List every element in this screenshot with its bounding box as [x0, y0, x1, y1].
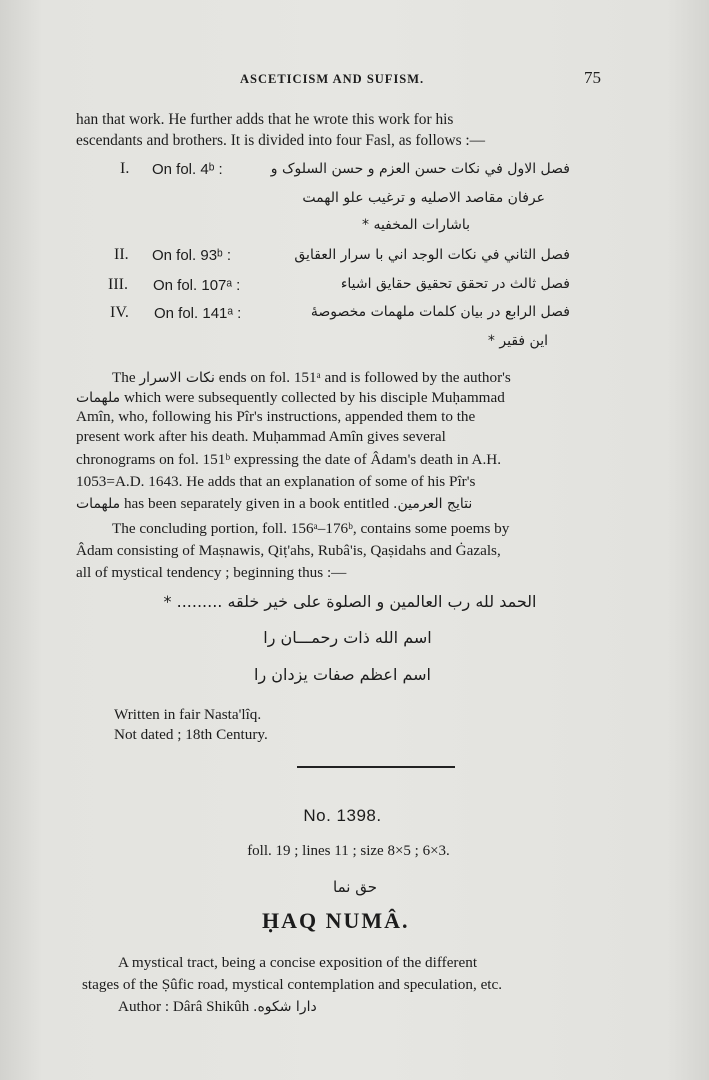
- author-arabic: دارا شکوه.: [253, 999, 317, 1015]
- verse-3: اسم اعظم صفات یزدان را: [254, 665, 431, 684]
- section-3-num: III.: [108, 276, 128, 293]
- verse-2: اسم الله ذات رحمـــان را: [263, 628, 432, 647]
- para1-line-6: 1053=A.D. 1643. He adds that an explanation of some of his Pîr's: [76, 473, 476, 490]
- para2-line-1: The concluding portion, foll. 156ᵃ–176ᵇ, contains some poems by: [112, 520, 510, 537]
- author-label: Author :: [118, 998, 170, 1015]
- intro-line-1: han that work. He further adds that he wrote this work for his: [76, 111, 454, 128]
- entry-number: No. 1398.: [303, 806, 382, 825]
- entry-title: ḤAQ NUMÂ.: [262, 908, 410, 933]
- intro-line-2: escendants and brothers. It is divided into four Fasl, as follows :—: [76, 132, 486, 149]
- entry-desc-line-2: stages of the Ṣûfic road, mystical contemplation and speculation, etc.: [82, 976, 503, 993]
- para1-line-5: chronograms on fol. 151ᵇ expressing the date of Âdam's death in A.H.: [76, 451, 502, 468]
- section-4-folio: On fol. 141ᵃ :: [154, 305, 242, 322]
- section-1-arabic-cont-1: عرفان مقاصد الاصلیه و ترغیب علو الهمت: [302, 190, 545, 206]
- section-2-folio: On fol. 93ᵇ :: [152, 247, 232, 264]
- para2-line-2: Âdam consisting of Maṣnawis, Qiṭ'ahs, Rubâ'is, Qaṣidahs and Ġazals,: [76, 542, 501, 559]
- section-2-num: II.: [114, 246, 129, 263]
- section-3-arabic: فصل ثالث در تحقق تحقیق حقایق اشیاء: [340, 276, 570, 292]
- para1-line-1: The نکات الاسرار ends on fol. 151ᵃ and is followed by the author's: [112, 369, 511, 386]
- section-4-arabic: فصل الرابع در بیان کلمات ملهمات مخصوصهٔ: [310, 304, 570, 320]
- section-1-folio: On fol. 4ᵇ :: [152, 161, 223, 178]
- section-divider: [297, 766, 455, 768]
- colophon-script: Written in fair Nasta'lîq.: [114, 706, 262, 723]
- entry-author-line: [118, 997, 317, 1017]
- para1-line-3: Amîn, who, following his Pîr's instructions, appended them to the: [76, 408, 476, 425]
- running-title: ASCETICISM AND SUFISM.: [240, 72, 425, 86]
- verse-1: الحمد لله رب العالمین و الصلوة علی خیر خلقه ......... *: [163, 592, 537, 611]
- section-2-arabic: فصل الثاني في نکات الوجد اني با سرار العقایق: [294, 247, 570, 263]
- para1-line-4: present work after his death. Muḥammad Amîn gives several: [76, 428, 446, 445]
- section-1-arabic-cont-2: باشارات المخفیه *: [362, 217, 470, 233]
- section-4-num: IV.: [110, 304, 129, 321]
- section-3-folio: On fol. 107ᵃ :: [153, 277, 241, 294]
- para2-line-3: all of mystical tendency ; beginning thus :—: [76, 564, 347, 581]
- entry-arabic-title: حق نما: [333, 878, 377, 896]
- author-name: Dârâ Shikûh: [172, 998, 250, 1015]
- page-number: 75: [584, 68, 601, 87]
- section-4-arabic-cont: این فقیر *: [487, 333, 548, 349]
- entry-desc-line-1: A mystical tract, being a concise exposition of the different: [118, 954, 478, 971]
- section-1-num: I.: [120, 160, 130, 177]
- entry-physical: foll. 19 ; lines 11 ; size 8×5 ; 6×3.: [247, 843, 450, 859]
- para1-line-2: ملهمات which were subsequently collected by his disciple Muḥammad: [76, 389, 505, 406]
- colophon-date: Not dated ; 18th Century.: [114, 726, 268, 743]
- section-1-arabic: فصل الاول في نکات حسن العزم و حسن السلوک و: [270, 161, 570, 177]
- para1-line-7: ملهمات has been separately given in a book entitled نتایج العرمین.: [76, 495, 473, 512]
